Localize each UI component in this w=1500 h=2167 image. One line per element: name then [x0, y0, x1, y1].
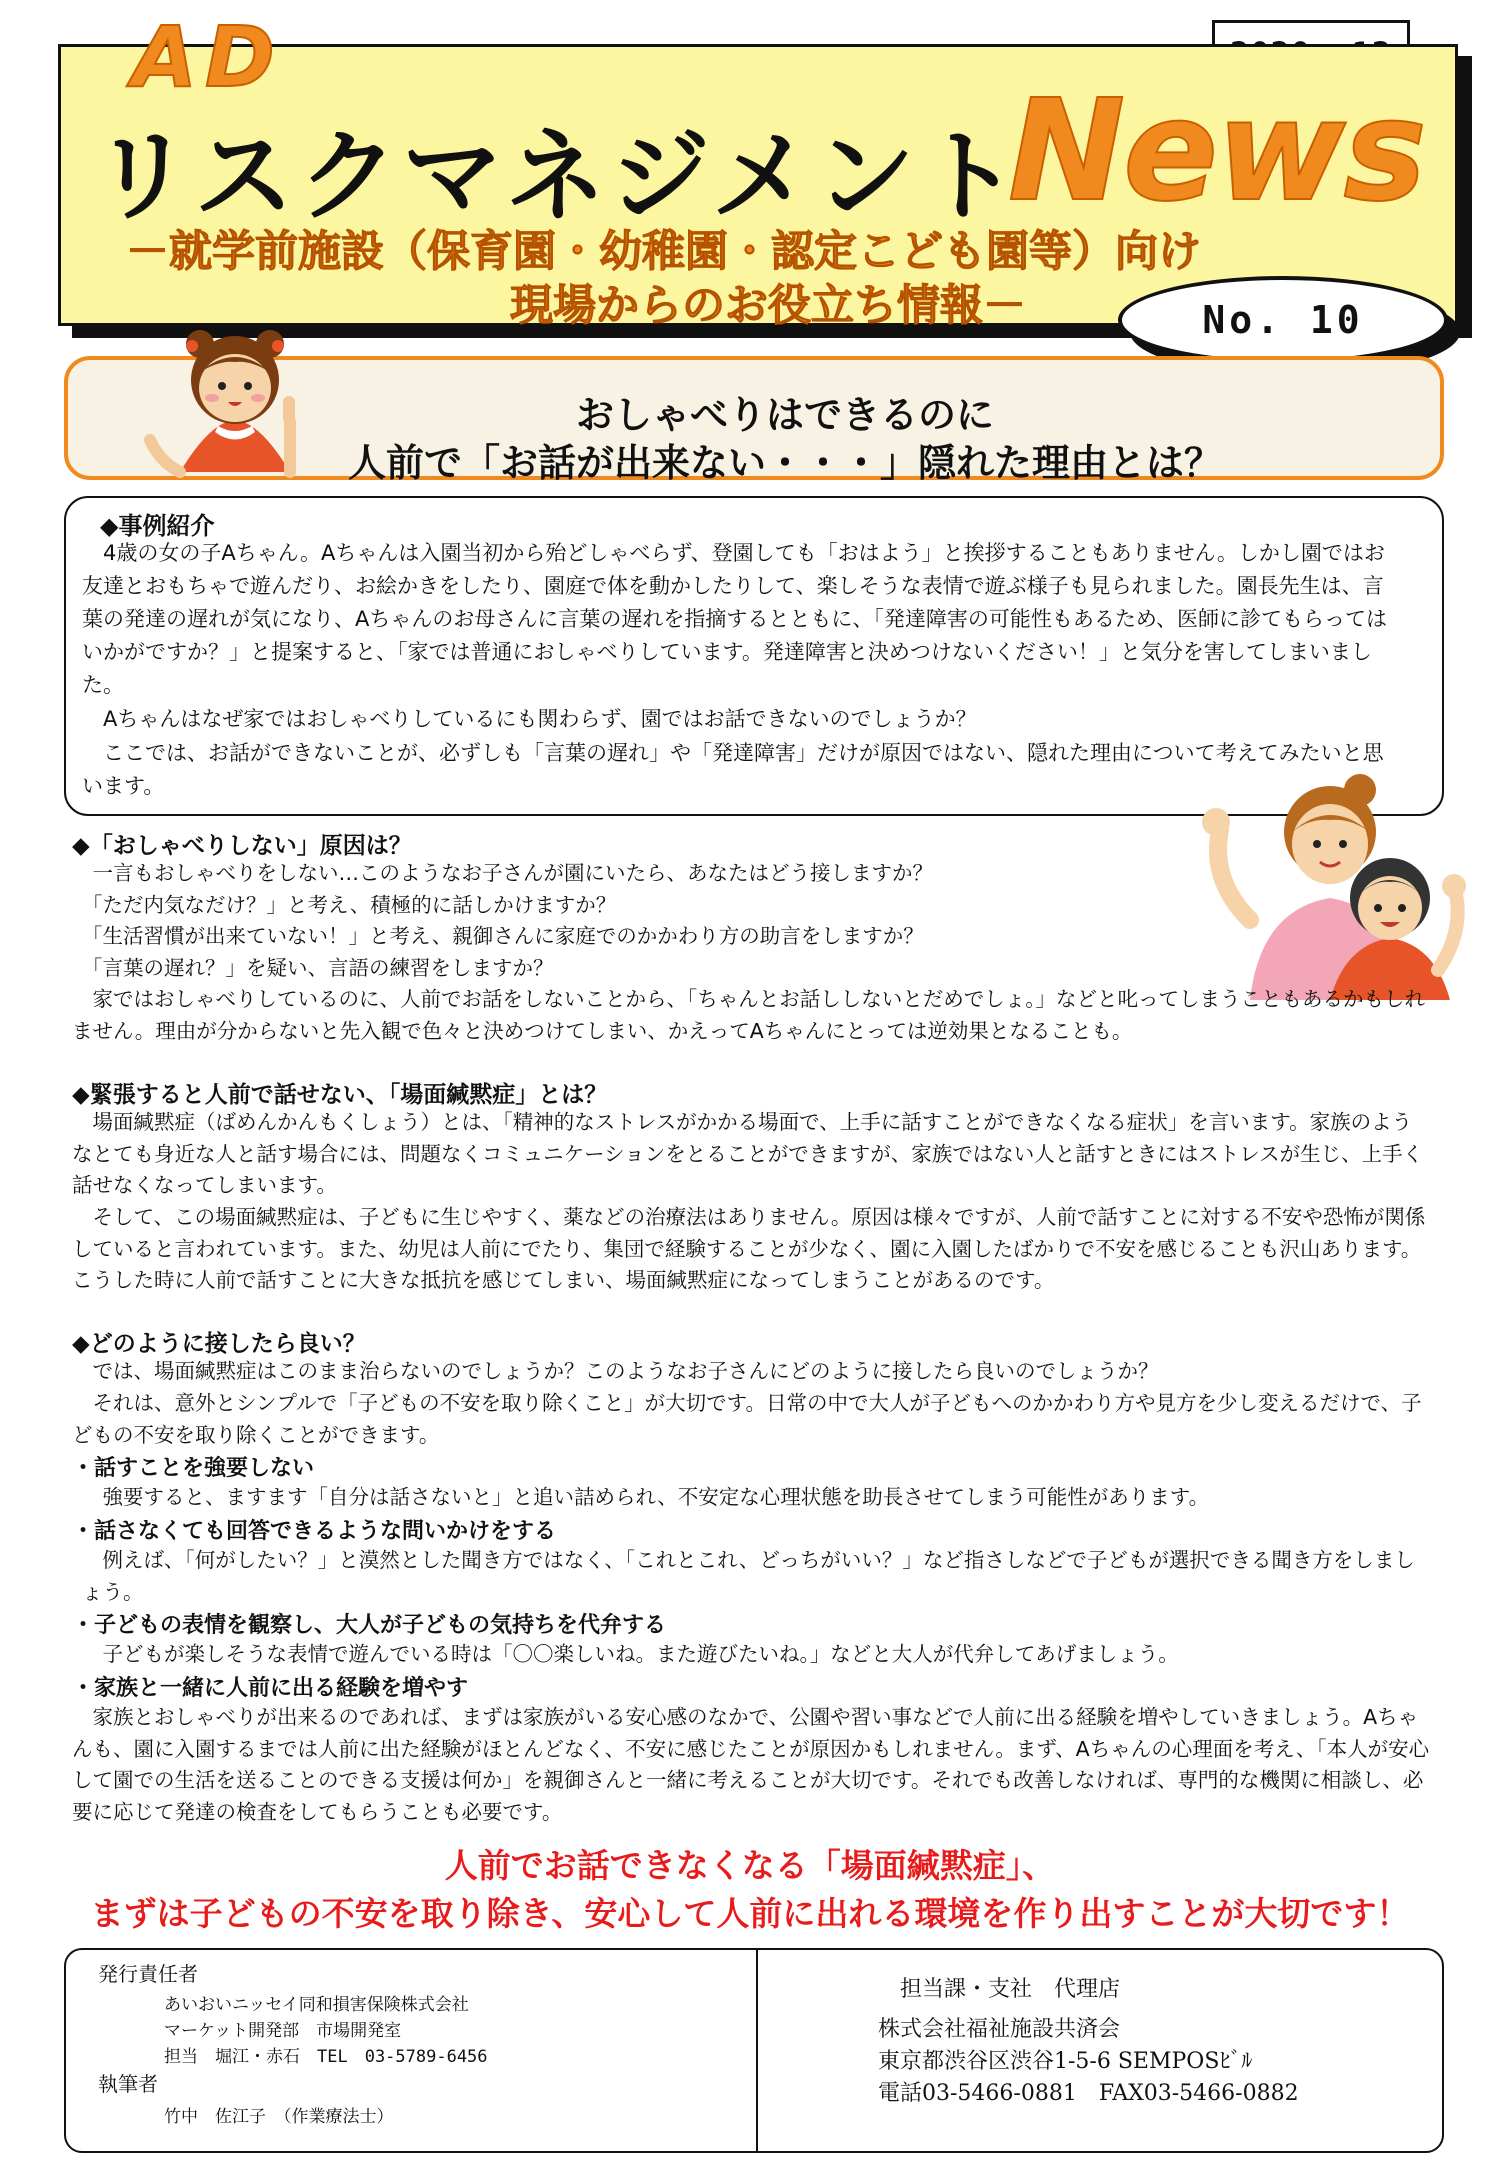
publisher-contact: 担当 堀江・赤石 TEL 03-5789-6456 — [164, 2047, 488, 2067]
subtitle-line-2: 現場からのお役立ち情報－ — [510, 281, 1026, 331]
section-heading-how-to-respond: ◆どのように接したら良い？ — [72, 1331, 366, 1357]
section2-paragraph-2: そして、この場面緘黙症は、子どもに生じやすく、薬などの治療法はありません。原因は様々ですが、人前で話すことに対する不安や恐怖が関係していると言われています。また、幼児は人前にでたり、集団で経験することが少なく、園に入園したばかりで不安を感じることも沢山あります。こうした時に人前で話すことに大きな抵抗を感じてしまい、場面緘黙症になってしまうことがあるのです。 — [72, 1205, 1426, 1292]
case-paragraph-1: 4歳の女の子Aちゃん。Aちゃんは入園当初から殆どしゃべらず、登園しても「おはよう」と挨拶することもありません。しかし園ではお友達とおもちゃで遊んだり、お絵かきをしたり、園庭で体を動かしたりして、楽しそうな表情で遊ぶ様子も見られました。園長先生は、言葉の発達の遅れが気になり、Aちゃんのお母さんに言葉の遅れを指摘するとともに、「発達障害の可能性もあるため、医師に診てもらってはいかがですか？」と提案すると、「家では普通におしゃべりしています。発達障害と決めつけないください！」と気分を害してしまいました。 — [82, 541, 1388, 697]
tip-text: 子どもが楽しそうな表情で遊んでいる時は「〇〇楽しいね。また遊びたいね。」などと大人が代弁してあげましょう。 — [102, 1642, 1179, 1666]
news-logo: News — [1008, 70, 1425, 233]
publisher-label: 発行責任者 — [98, 1962, 198, 1986]
conclusion-line-1: 人前でお話できなくなる「場面緘黙症」、 — [444, 1846, 1056, 1885]
tip-text: 例えば、「何がしたい？」と漠然とした聞き方ではなく、「これとこれ、どっちがいい？」など指さしなどで子どもが選択できる聞き方をしましょう。 — [82, 1548, 1415, 1604]
section1-line: 「言葉の遅れ？」を疑い、言語の練習をしますか？ — [82, 956, 554, 980]
agency-address: 東京都渋谷区渋谷1-5-6 SEMPOSﾋﾞﾙ — [878, 2049, 1253, 2074]
agency-name: 株式会社福祉施設共済会 — [878, 2017, 1121, 2042]
issue-number: No. 10 — [1118, 276, 1448, 364]
section3-paragraph-1: では、場面緘黙症はこのまま治らないのでしょうか？このようなお子さんにどのように接したら良いのでしょうか？ — [92, 1359, 1159, 1383]
newsletter-title: リスクマネジメント — [92, 118, 1023, 235]
case-paragraph-3: ここでは、お話ができないことが、必ずしも「言葉の遅れ」や「発達障害」だけが原因ではない、隠れた理由について考えてみたいと思います。 — [82, 741, 1384, 798]
agency-phone: 電話03-5466-0881 FAX03-5466-0882 — [878, 2081, 1299, 2106]
section1-line: 「生活習慣が出来ていない！」と考え、親御さんに家庭でのかかわり方の助言をしますか？ — [82, 924, 924, 948]
footer-divider — [756, 1950, 758, 2151]
topic-title-line-1: おしゃべりはできるのに — [575, 393, 994, 437]
mother-and-child-waving-illustration — [1180, 770, 1480, 1000]
tip-text: 強要すると、ますます「自分は話さないと」と追い詰められ、不安定な心理状態を助長させてしまう可能性があります。 — [102, 1485, 1210, 1509]
section2-paragraph-1: 場面緘黙症（ばめんかんもくしょう）とは、「精神的なストレスがかかる場面で、上手に話すことができなくなる症状」を言います。家族のようなとても身近な人と話す場合には、問題なくコミュニケーションをとることができますが、家族ではない人と話すときにはストレスが生じ、上手く話せなくなってしまいます。 — [72, 1110, 1424, 1197]
author-name: 竹中 佐江子 （作業療法士） — [164, 2107, 394, 2127]
tip-heading: ・家族と一緒に人前に出る経験を増やす — [72, 1676, 469, 1701]
subtitle-line-1: －就学前施設（保育園・幼稚園・認定こども園等）向け — [126, 227, 1201, 277]
section-heading-causes: ◆「おしゃべりしない」原因は？ — [72, 833, 412, 859]
author-label: 執筆者 — [98, 2072, 158, 2096]
ad-logo: AD — [132, 8, 283, 106]
section1-paragraph: 家ではおしゃべりしているのに、人前でお話をしないことから、「ちゃんとお話ししないとだめでしょ。」などと叱ってしまうこともあるかもしれません。理由が分からないと先入観で色々と決めつけてしまい、かえってAちゃんにとっては逆効果となることも。 — [72, 987, 1425, 1043]
conclusion-line-2: まずは子どもの不安を取り除き、安心して人前に出れる環境を作り出すことが大切です！ — [90, 1894, 1410, 1933]
publisher-department: マーケット開発部 市場開発室 — [164, 2021, 402, 2041]
section-heading-selective-mutism: ◆緊張すると人前で話せない、「場面緘黙症」とは？ — [72, 1082, 608, 1108]
agency-label: 担当課・支社 代理店 — [900, 1977, 1121, 2002]
tip-text: 家族とおしゃべりが出来るのであれば、まずは家族がいる安心感のなかで、公園や習い事などで人前に出る経験を増やしていきましょう。Aちゃんも、園に入園するまでは人前に出た経験がほとんどなく、不安に感じたことが原因かもしれません。まず、Aちゃんの心理面を考え、「本人が安心して園での生活を送ることのできる支援は何か」を親御さんと一緒に考えることが大切です。それでも改善しなければ、専門的な機関に相談し、必要に応じて発達の検査をしてもらうことも必要です。 — [72, 1705, 1430, 1824]
case-paragraph-2: Aちゃんはなぜ家ではおしゃべりしているにも関わらず、園ではお話できないのでしょうか？ — [103, 707, 977, 731]
section1-line: 「ただ内気なだけ？」と考え、積極的に話しかけますか？ — [82, 893, 617, 917]
topic-title-line-2: 人前で「お話が出来ない・・・」隠れた理由とは？ — [347, 441, 1222, 485]
case-heading: ◆事例紹介 — [100, 512, 215, 540]
tip-heading: ・子どもの表情を観察し、大人が子どもの気持ちを代弁する — [72, 1613, 667, 1638]
tip-heading: ・話すことを強要しない — [72, 1456, 315, 1481]
publisher-company: あいおいニッセイ同和損害保険株式会社 — [164, 1995, 469, 2015]
tip-heading: ・話さなくても回答できるような問いかけをする — [72, 1519, 557, 1544]
section3-paragraph-2: それは、意外とシンプルで「子どもの不安を取り除くこと」が大切です。日常の中で大人が子どもへのかかわり方や見方を少し変えるだけで、子どもの不安を取り除くことができます。 — [72, 1391, 1422, 1447]
girl-pointing-illustration — [140, 322, 330, 482]
section1-line: 一言もおしゃべりをしない…このようなお子さんが園にいたら、あなたはどう接しますか？ — [92, 861, 933, 885]
